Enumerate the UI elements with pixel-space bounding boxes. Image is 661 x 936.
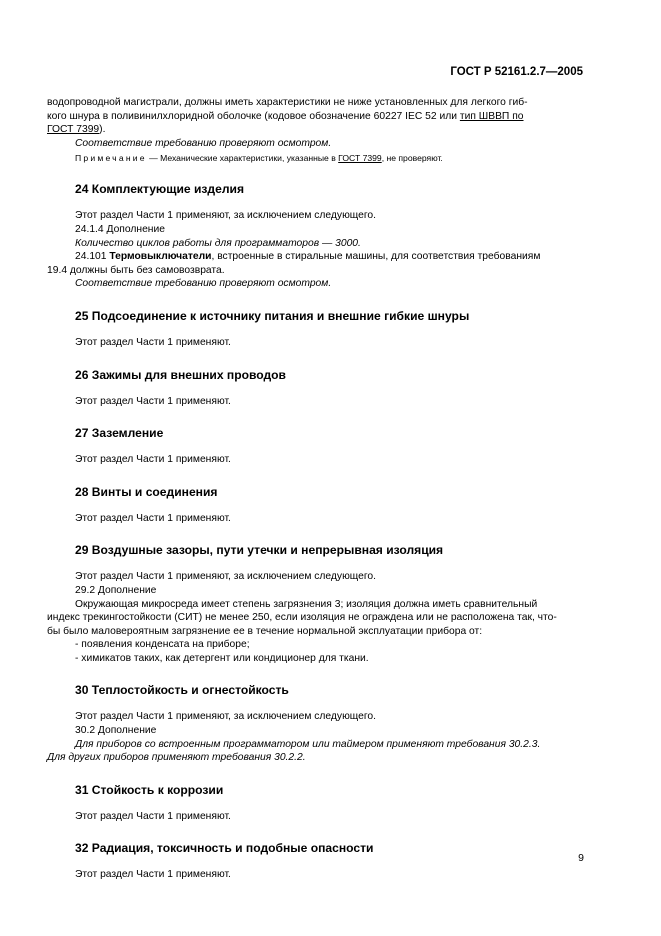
section-24-title: 24 Комплектующие изделия bbox=[75, 182, 244, 197]
list-item: - химикатов таких, как детергент или кондиционер для ткани. bbox=[75, 652, 369, 664]
section-29-sub: 29.2 Дополнение bbox=[75, 584, 157, 596]
section-26-text: Этот раздел Части 1 применяют. bbox=[75, 395, 231, 407]
section-30-sub: 30.2 Дополнение bbox=[75, 725, 157, 737]
note-text-end: , не проверяют. bbox=[381, 153, 443, 164]
section-28-title: 28 Винты и соединения bbox=[75, 484, 218, 499]
text-line: Для приборов со встроенным программатором или таймером применяют требования 30.2.3. bbox=[75, 738, 541, 750]
text-line: водопроводной магистрали, должны иметь характеристики не ниже установленных для легкого гиб- bbox=[47, 97, 528, 108]
section-24-item bbox=[47, 250, 584, 277]
text-line: Окружающая микросреда имеет степень загрязнения 3; изоляция должна иметь сравнительный bbox=[75, 598, 538, 610]
section-29-intro: Этот раздел Части 1 применяют, за исключением следующего. bbox=[75, 571, 377, 583]
text-line: индекс трекингостойкости (СИТ) не менее 250, если изоляция не ограждена или не расположена так, что- bbox=[47, 612, 557, 624]
text-line: бы было маловероятным загрязнение ее в течение нормальной эксплуатации прибора от: bbox=[47, 625, 483, 637]
section-24-sub: 24.1.4 Дополнение bbox=[75, 223, 165, 235]
section-27-title: 27 Заземление bbox=[75, 426, 164, 441]
section-29-paragraph bbox=[47, 598, 584, 639]
text-line: Для других приборов применяют требования 30.2.2. bbox=[47, 752, 306, 764]
text-line: кого шнура в поливинилхлоридной оболочке (кодовое обозначение 60227 IEC 52 или bbox=[47, 110, 460, 122]
section-29-title: 29 Воздушные зазоры, пути утечки и непрерывная изоляция bbox=[75, 543, 444, 558]
section-28-text: Этот раздел Части 1 применяют. bbox=[75, 512, 231, 524]
item-text: , встроенные в стиральные машины, для соответствия требованиям bbox=[211, 251, 541, 263]
section-32-text: Этот раздел Части 1 применяют. bbox=[75, 869, 231, 881]
compliance-check: Соответствие требованию проверяют осмотром. bbox=[75, 137, 332, 149]
list-item: - появления конденсата на приборе; bbox=[75, 639, 250, 651]
note bbox=[47, 152, 584, 164]
section-30-paragraph bbox=[47, 738, 584, 765]
note-text: — Механические характеристики, указанные в bbox=[146, 153, 339, 164]
document-body bbox=[47, 96, 584, 882]
item-text-cont: 19.4 должны быть без самовозврата. bbox=[47, 264, 225, 276]
item-term: Термовыключатели bbox=[109, 251, 212, 263]
link-type-shvvp[interactable]: тип ШВВП по bbox=[459, 110, 524, 122]
text-line: ). bbox=[99, 124, 106, 136]
page-number: 9 bbox=[578, 852, 584, 864]
section-30-title: 30 Теплостойкость и огнестойкость bbox=[75, 683, 289, 698]
section-24-intro: Этот раздел Части 1 применяют, за исключением следующего. bbox=[75, 210, 377, 222]
section-26-title: 26 Зажимы для внешних проводов bbox=[75, 367, 286, 382]
note-label: Примечание bbox=[75, 153, 147, 164]
section-24-cycles: Количество циклов работы для программаторов — 3000. bbox=[75, 237, 361, 249]
section-27-text: Этот раздел Части 1 применяют. bbox=[75, 454, 231, 466]
section-24-check: Соответствие требованию проверяют осмотром. bbox=[75, 278, 332, 290]
link-gost-7399[interactable]: ГОСТ 7399 bbox=[47, 124, 100, 136]
section-30-intro: Этот раздел Части 1 применяют, за исключением следующего. bbox=[75, 711, 377, 723]
section-31-title: 31 Стойкость к коррозии bbox=[75, 782, 224, 797]
paragraph-cord-requirements bbox=[47, 96, 584, 137]
document-header-id: ГОСТ Р 52161.2.7—2005 bbox=[450, 66, 583, 78]
section-25-title: 25 Подсоединение к источнику питания и внешние гибкие шнуры bbox=[75, 308, 470, 323]
section-31-text: Этот раздел Части 1 применяют. bbox=[75, 810, 231, 822]
section-25-text: Этот раздел Части 1 применяют. bbox=[75, 336, 231, 348]
section-32-title: 32 Радиация, токсичность и подобные опасности bbox=[75, 841, 374, 856]
note-link-gost-7399[interactable]: ГОСТ 7399 bbox=[338, 153, 382, 164]
item-number: 24.101 bbox=[75, 251, 110, 263]
